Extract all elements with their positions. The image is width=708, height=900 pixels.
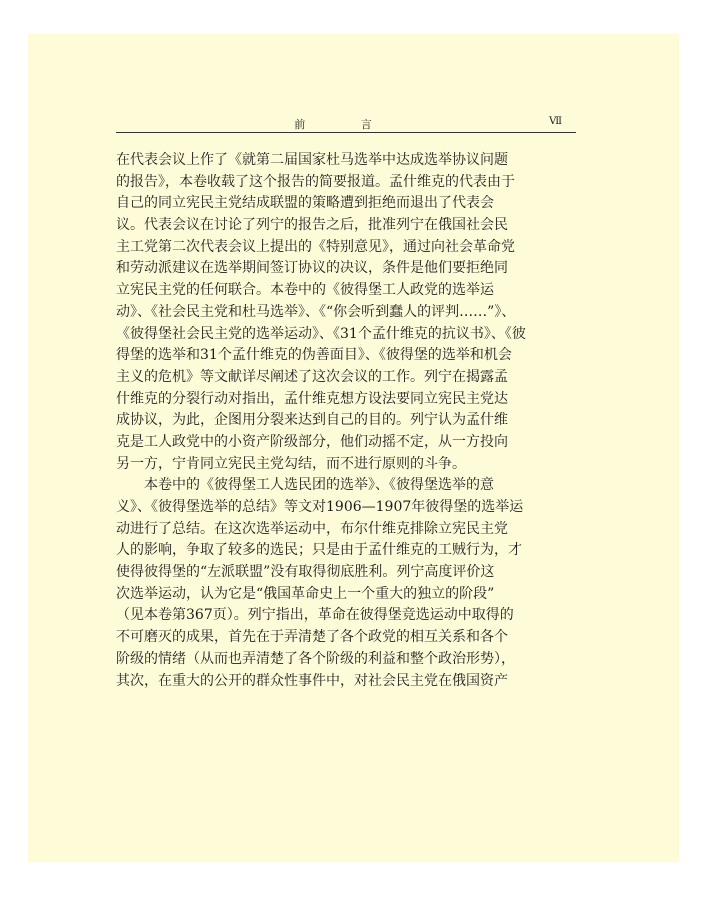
text-line: 的报告》，本卷收载了这个报告的简要报道。孟什维克的代表由于: [116, 173, 515, 190]
text-line: 克是工人政党中的小资产阶级部分，他们动摇不定，从一方投向: [116, 433, 508, 450]
text-line: 自己的同立宪民主党结成联盟的策略遭到拒绝而退出了代表会: [116, 195, 494, 212]
text-line: 议。代表会议在讨论了列宁的报告之后，批准列宁在俄国社会民: [116, 217, 508, 234]
text-line: 人的影响，争取了较多的选民；只是由于孟什维克的工贼行为，才: [116, 542, 522, 559]
text-line: 阶级的情绪（从而也弄清楚了各个阶级的利益和整个政治形势），: [116, 650, 515, 667]
text-line: 和劳动派建议在选举期间签订协议的决议，条件是他们要拒绝同: [116, 260, 508, 277]
text-line: 什维克的分裂行动对指出，孟什维克想方设法要同立宪民主党达: [116, 390, 508, 407]
text-line: 得堡的选举和31个孟什维克的伪善面目》、《彼得堡的选举和机会: [116, 347, 512, 364]
text-line: 义》、《彼得堡选举的总结》等文对1906—1907年彼得堡的选举运: [116, 499, 524, 515]
text-line: 主义的危机》等文献详尽阐述了这次会议的工作。列宁在揭露孟: [116, 368, 508, 385]
text-line: 次选举运动，认为它是“俄国革命史上一个重大的独立的阶段”: [116, 585, 495, 602]
text-line: （见本卷第367页）。列宁指出，革命在彼得堡竞选运动中取得的: [116, 607, 514, 624]
text-line: 使得彼得堡的“左派联盟”没有取得彻底胜利。列宁高度评价这: [116, 564, 495, 581]
body-text: [116, 150, 576, 692]
header-title: 前 言: [294, 118, 398, 131]
text-line: 主工党第二次代表会议上提出的《特别意见》，通过向社会革命党: [116, 238, 515, 255]
paragraph-first-line: 本卷中的《彼得堡工人选民团的选举》、《彼得堡选举的意: [144, 477, 494, 494]
text-line: 动进行了总结。在这次选举运动中，布尔什维克排除立宪民主党: [116, 520, 508, 537]
text-line: 在代表会议上作了《就第二届国家杜马选举中达成选举协议问题: [116, 152, 508, 168]
text-line: 《彼得堡社会民主党的选举运动》、《31个孟什维克的抗议书》、《彼: [116, 325, 526, 342]
text-line: 不可磨灭的成果，首先在于弄清楚了各个政党的相互关系和各个: [116, 629, 508, 646]
header-page-number: Ⅶ: [549, 116, 562, 127]
text-line: 其次，在重大的公开的群众性事件中，对社会民主党在俄国资产: [116, 672, 508, 689]
text-line: 另一方，宁肯同立宪民主党勾结，而不进行原则的斗争。: [116, 455, 466, 472]
running-header: [116, 116, 576, 133]
text-line: 动》、《社会民主党和杜马选举》、《“你会听到蠢人的评判……”》、: [116, 303, 516, 320]
text-line: 立宪民主党的任何联合。本卷中的《彼得堡工人政党的选举运: [116, 282, 494, 299]
text-line: 成协议，为此，企图用分裂来达到自己的目的。列宁认为孟什维: [116, 412, 508, 429]
